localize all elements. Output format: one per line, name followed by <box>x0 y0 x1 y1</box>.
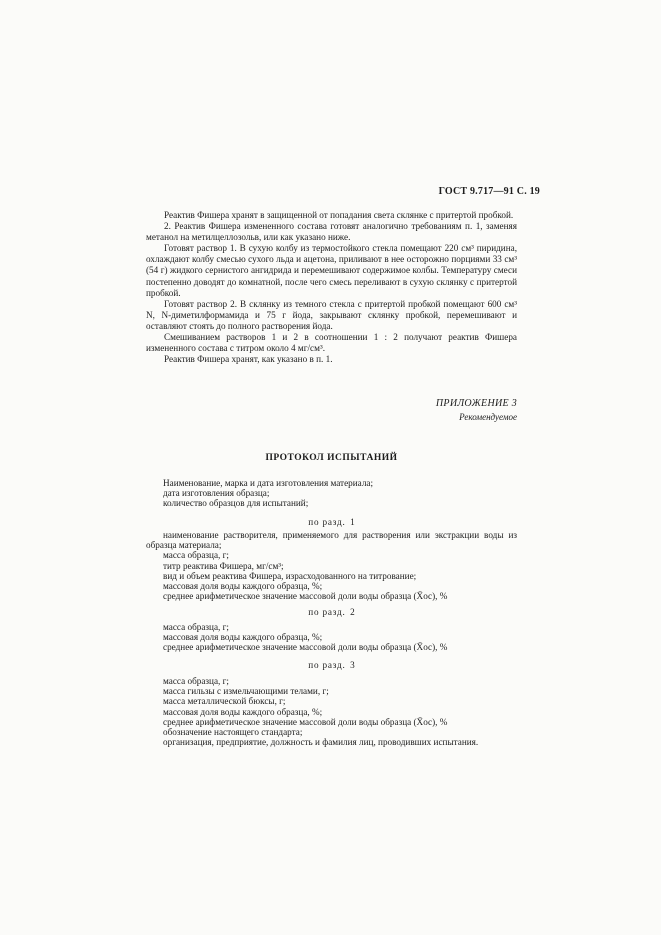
paragraph: Готовят раствор 1. В сухую колбу из термостойкого стекла помещают 220 см³ пиридина, охлаждают колбу смесью сухого льда и ацетона, приливают в нее осторожно порциями 33 см³ (54 г) жидкого сернистого ангидрида и перемешивают содержимое колбы. Температуру смеси постепенно доводят до комнатной, после чего смесь переливают в сухую склянку с притертой пробкой. <box>146 243 517 298</box>
appendix-title: ПРИЛОЖЕНИЕ 3 <box>435 398 517 409</box>
section-2-list <box>146 622 517 653</box>
list-item: Наименование, марка и дата изготовления материала; <box>163 478 374 488</box>
list-item: массовая доля воды каждого образца, %; <box>163 706 323 717</box>
section-heading-word: по разд. <box>308 660 346 670</box>
paragraph: Реактив Фишера хранят в защищенной от попадания света склянке с притертой пробкой. <box>164 210 514 220</box>
list-item: масса образца, г; <box>163 622 229 632</box>
paragraph: Смешиванием растворов 1 и 2 в соотношении 1 : 2 получают реактив Фишера измененного состава с титром около 4 мг/см³. <box>146 332 517 354</box>
section-3-list <box>146 676 517 747</box>
list-item: титр реактива Фишера, мг/см³; <box>163 560 284 571</box>
list-item: дата изготовления образца; <box>163 488 270 499</box>
section-heading-2 <box>146 607 517 617</box>
paragraph: Готовят раствор 2. В склянку из темного стекла с притертой пробкой помещают 600 см³ N, N-диметилформамида и 75 г йода, закрывают склянку пробкой, перемешивают и оставляют стоять до полного растворения йода. <box>146 298 517 331</box>
paragraph: Реактив Фишера хранят, как указано в п. 1. <box>164 354 333 365</box>
list-item: организация, предприятие, должность и фамилия лиц, проводивших испытания. <box>163 737 479 748</box>
section-1-list <box>146 530 517 601</box>
list-item: массовая доля воды каждого образца, %; <box>163 632 323 643</box>
list-item: масса металлической бюксы, г; <box>163 696 286 707</box>
section-heading-number: 1 <box>350 517 355 527</box>
protocol-title: ПРОТОКОЛ ИСПЫТАНИЙ <box>265 453 398 463</box>
section-heading-3 <box>146 660 517 670</box>
list-item: масса образца, г; <box>163 676 229 686</box>
list-item: количество образцов для испытаний; <box>163 498 309 509</box>
list-item: массовая доля воды каждого образца, %; <box>163 581 323 592</box>
list-item: среднее арифметическое значение массовой доли воды образца (X̄ос), % <box>163 642 448 653</box>
section-heading-number: 3 <box>350 660 355 670</box>
list-item: обозначение настоящего стандарта; <box>163 727 303 738</box>
list-item: масса образца, г; <box>163 550 229 561</box>
reagent-text-block <box>146 210 517 365</box>
page-header: ГОСТ 9.717—91 С. 19 <box>438 186 540 197</box>
list-item: вид и объем реактива Фишера, израсходованного на титрование; <box>163 570 417 581</box>
list-item: масса гильзы с измельчающими телами, г; <box>163 686 329 697</box>
section-heading-1 <box>146 517 517 527</box>
section-heading-word: по разд. <box>308 607 346 617</box>
section-heading-word: по разд. <box>308 517 346 527</box>
paragraph: 2. Реактив Фишера измененного состава готовят аналогично требованиям п. 1, заменяя метанол на метилцеллозольв, или как указано ниже. <box>146 221 517 243</box>
section-heading-number: 2 <box>350 607 355 617</box>
list-item: среднее арифметическое значение массовой доли воды образца (X̄ос), % <box>163 591 448 602</box>
list-item: среднее арифметическое значение массовой доли воды образца (X̄ос), % <box>163 716 448 727</box>
appendix-subtitle: Рекомендуемое <box>459 412 517 422</box>
protocol-intro-list <box>146 478 517 509</box>
list-item: наименование растворителя, применяемого для растворения или экстракции воды из образца материала; <box>146 530 517 551</box>
